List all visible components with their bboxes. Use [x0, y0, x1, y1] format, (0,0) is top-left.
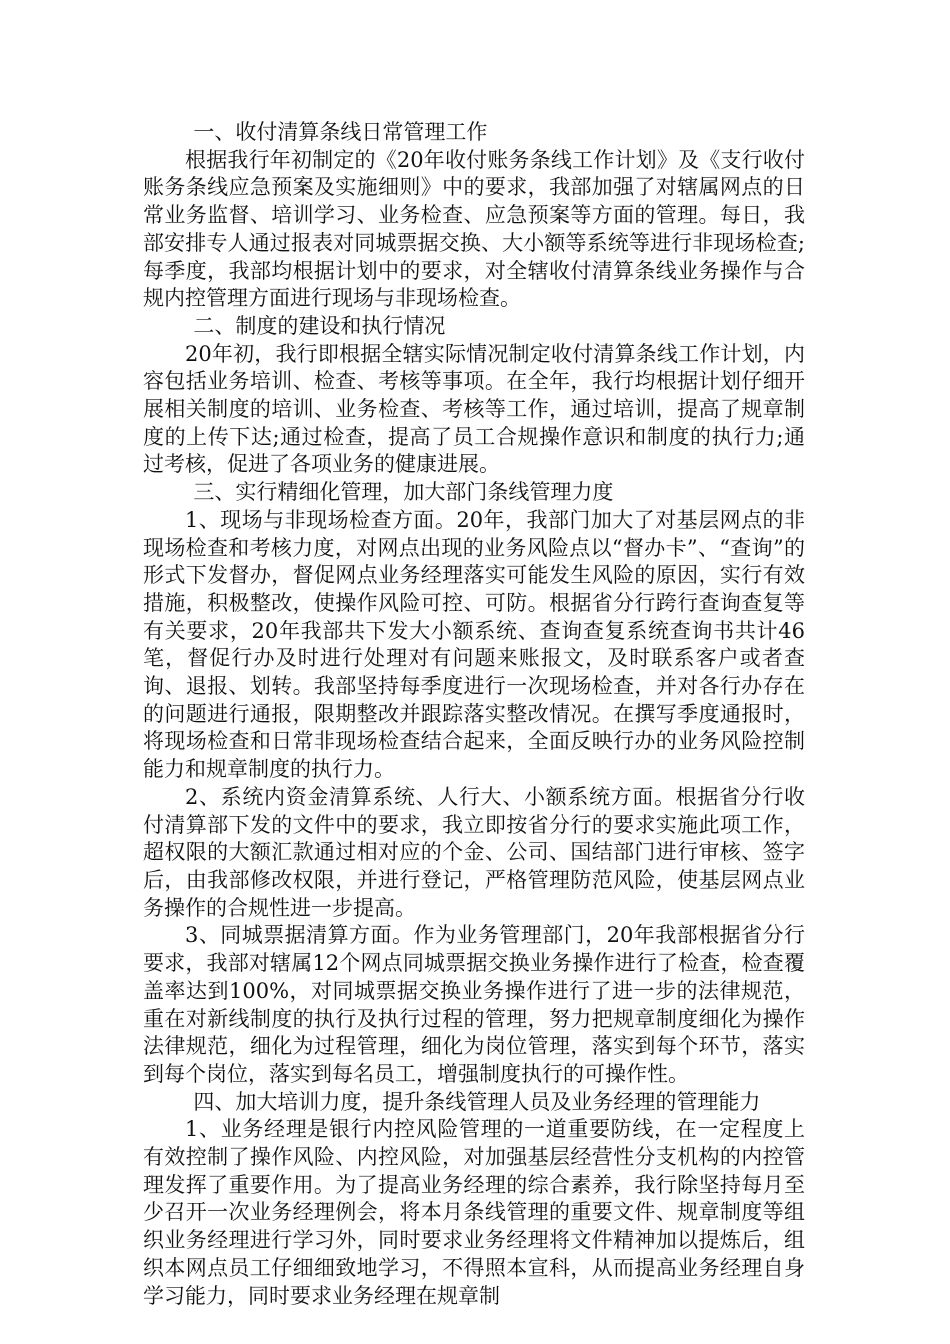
body-paragraph: 20年初，我行即根据全辖实际情况制定收付清算条线工作计划，内容包括业务培训、检查、考核等事项。在全年，我行均根据计划仔细开展相关制度的培训、业务检查、考核等工作，通过培训，提高了规章制度的上传下达;通过检查，提高了员工合规操作意识和制度的执行力;通过考核，促进了各项业务的健康进展。 [143, 341, 805, 477]
body-paragraph: 1、现场与非现场检查方面。20年，我部门加大了对基层网点的非现场检查和考核力度，对网点出现的业务风险点以“督办卡”、“查询”的形式下发督办，督促网点业务经理落实可能发生风险的原因，实行有效措施，积极整改，使操作风险可控、可防。根据省分行跨行查询查复等有关要求，20年我部共下发大小额系统、查询查复系统查询书共计46笔，督促行办及时进行处理对有问题来账报文，及时联系客户或者查询、退报、划转。我部坚持每季度进行一次现场检查，并对各行办存在的问题进行通报，限期整改并跟踪落实整改情况。在撰写季度通报时，将现场检查和日常非现场检查结合起来，全面反映行办的业务风险控制能力和规章制度的执行力。 [143, 507, 805, 782]
section-heading-4: 四、加大培训力度，提升条线管理人员及业务经理的管理能力 [193, 1089, 761, 1114]
document-body [143, 119, 805, 1310]
section-heading-2: 二、制度的建设和执行情况 [193, 313, 446, 338]
body-paragraph: 1、业务经理是银行内控风险管理的一道重要防线，在一定程度上有效控制了操作风险、内控风险，对加强基层经营性分支机构的内控管理发挥了重要作用。为了提高业务经理的综合素养，我行除坚持每月至少召开一次业务经理例会，将本月条线管理的重要文件、规章制度等组织业务经理进行学习外，同时要求业务经理将文件精神加以提炼后，组织本网点员工仔细细致地学习，不得照本宣科，从而提高业务经理自身学习能力，同时要求业务经理在规章制 [143, 1117, 805, 1308]
section-heading-3: 三、实行精细化管理，加大部门条线管理力度 [193, 480, 614, 505]
body-paragraph: 2、系统内资金清算系统、人行大、小额系统方面。根据省分行收付清算部下发的文件中的要求，我立即按省分行的要求实施此项工作，超权限的大额汇款通过相对应的个金、公司、国结部门进行审核、签字后，由我部修改权限，并进行登记，严格管理防范风险，使基层网点业务操作的合规性进一步提高。 [143, 784, 805, 920]
body-paragraph: 3、同城票据清算方面。作为业务管理部门，20年我部根据省分行要求，我部对辖属12个网点同城票据交换业务操作进行了检查，检查覆盖率达到100%，对同城票据交换业务操作进行了进一步的法律规范，重在对新线制度的执行及执行过程的管理，努力把规章制度细化为操作法律规范，细化为过程管理，细化为岗位管理，落实到每个环节，落实到每个岗位，落实到每名员工，增强制度执行的可操作性。 [143, 923, 805, 1086]
body-paragraph: 根据我行年初制定的《20年收付账务条线工作计划》及《支行收付账务条线应急预案及实施细则》中的要求，我部加强了对辖属网点的日常业务监督、培训学习、业务检查、应急预案等方面的管理。每日，我部安排专人通过报表对同城票据交换、大小额等系统等进行非现场检查;每季度，我部均根据计划中的要求，对全辖收付清算条线业务操作与合规内控管理方面进行现场与非现场检查。 [143, 147, 805, 311]
section-heading-1: 一、收付清算条线日常管理工作 [193, 120, 488, 144]
